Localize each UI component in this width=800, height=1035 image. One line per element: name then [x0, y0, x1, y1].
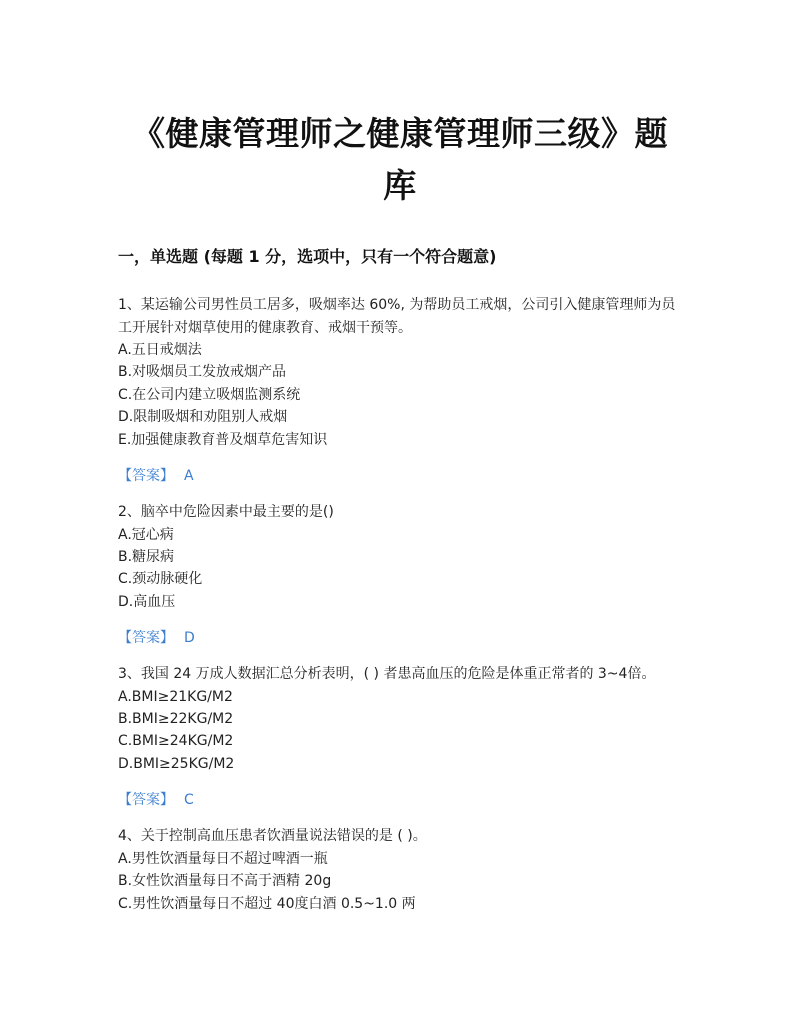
answer-label: 【答案】	[118, 468, 174, 485]
answer-label: 【答案】	[118, 630, 174, 647]
question-stem: 2、脑卒中危险因素中最主要的是()	[118, 504, 334, 521]
question-option: B.对吸烟员工发放戒烟产品	[118, 364, 287, 381]
answer-label: 【答案】	[118, 792, 174, 809]
question-option: D.限制吸烟和劝阻别人戒烟	[118, 409, 288, 426]
answer-value: C	[184, 792, 194, 809]
question-option: C.男性饮酒量每日不超过 40度白酒 0.5~1.0 两	[118, 895, 416, 912]
question-item	[118, 501, 688, 649]
answer-line	[118, 465, 688, 487]
question-option: A.男性饮酒量每日不超过啤酒一瓶	[118, 850, 328, 867]
answer-line	[118, 627, 688, 649]
question-option: B.女性饮酒量每日不高于酒精 20g	[118, 873, 332, 890]
question-stem: 4、关于控制高血压患者饮酒量说法错误的是 ( )。	[118, 828, 427, 845]
question-item	[118, 663, 688, 811]
question-option: C.BMI≥24KG/M2	[118, 733, 234, 750]
question-list	[118, 294, 688, 929]
question-option: A.冠心病	[118, 526, 174, 543]
question-option: A.五日戒烟法	[118, 342, 202, 358]
question-item	[118, 825, 688, 915]
document-title: 《健康管理师之健康管理师三级》题库	[132, 114, 668, 205]
section-heading: 一，单选题 (每题 1 分，选项中，只有一个符合题意)	[118, 247, 497, 266]
question-option: C.在公司内建立吸烟监测系统	[118, 386, 301, 403]
question-option: C.颈动脉硬化	[118, 571, 203, 588]
answer-line	[118, 789, 688, 811]
question-stem: 3、我国 24 万成人数据汇总分析表明，( ) 者患高血压的危险是体重正常者的 3~4倍。	[118, 666, 656, 683]
question-option: B.糖尿病	[118, 548, 175, 565]
question-stem: 1、某运输公司男性员工居多，吸烟率达 60%, 为帮助员工戒烟，公司引入健康管理师为员工开展针对烟草使用的健康教育、戒烟干预等。	[118, 297, 676, 336]
question-option: E.加强健康教育普及烟草危害知识	[118, 431, 328, 448]
question-option: A.BMI≥21KG/M2	[118, 688, 233, 705]
answer-value: D	[184, 630, 195, 647]
answer-value: A	[184, 468, 194, 485]
question-option: D.高血压	[118, 593, 176, 610]
question-option: B.BMI≥22KG/M2	[118, 711, 234, 728]
question-option: D.BMI≥25KG/M2	[118, 755, 235, 772]
question-item	[118, 294, 688, 487]
